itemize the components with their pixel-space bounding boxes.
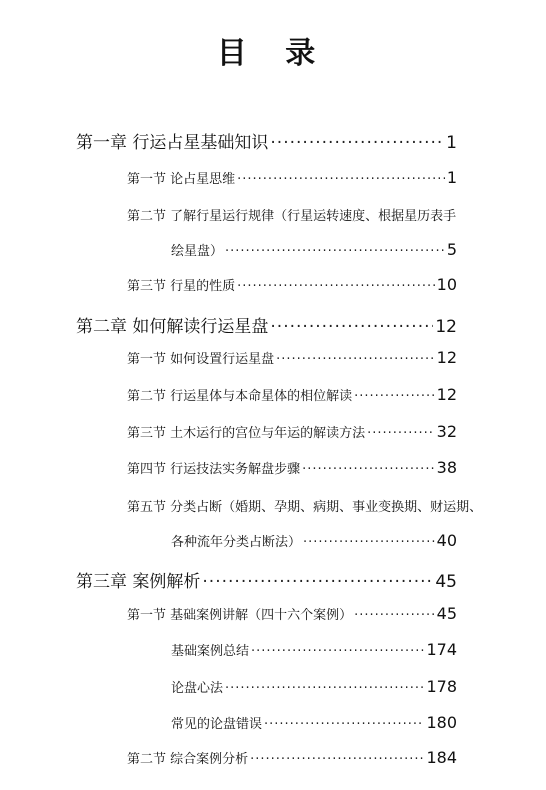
toc-entry-title: 第二节 综合案例分析 xyxy=(127,752,249,767)
toc-page-number: 38 xyxy=(436,458,457,477)
toc-section-1-3[interactable] xyxy=(127,275,457,294)
toc-page-number: 40 xyxy=(436,531,457,550)
toc-section-2-1[interactable] xyxy=(127,348,457,367)
toc-entry-title: 第二节 行运星体与本命星体的相位解读 xyxy=(127,389,353,404)
toc-page-number: 12 xyxy=(436,385,457,404)
toc-section-2-3[interactable] xyxy=(127,422,457,441)
toc-entry-title: 第一节 论占星思维 xyxy=(127,172,236,187)
dot-leader xyxy=(225,244,445,259)
toc-page-number: 174 xyxy=(426,640,457,659)
toc-subsection-basic-summary[interactable] xyxy=(171,640,457,659)
toc-page-number: 32 xyxy=(436,422,457,441)
toc-entry-title: 第三节 土木运行的宫位与年运的解读方法 xyxy=(127,426,366,441)
dot-leader xyxy=(264,717,424,732)
dot-leader xyxy=(251,644,424,659)
dot-leader xyxy=(270,317,433,337)
toc-entry-title: 第三节 行星的性质 xyxy=(127,279,236,294)
toc-section-2-5[interactable] xyxy=(171,531,457,550)
toc-entry-title: 第一节 如何设置行运星盘 xyxy=(127,352,275,367)
dot-leader xyxy=(250,752,424,767)
toc-subsection-method[interactable] xyxy=(171,677,457,696)
toc-section-2-5-line1[interactable]: 第五节 分类占断（婚期、孕期、病期、事业变换期、财运期、 xyxy=(127,500,483,515)
dot-leader xyxy=(237,279,435,294)
toc-entry-title-cont: 各种流年分类占断法） xyxy=(171,535,302,550)
dot-leader xyxy=(237,172,445,187)
toc-entry-title: 第一章 行运占星基础知识 xyxy=(76,133,269,153)
toc-entry-title: 第三章 案例解析 xyxy=(76,572,201,592)
dot-leader xyxy=(302,462,435,477)
toc-section-2-2[interactable] xyxy=(127,385,457,404)
toc-section-1-2[interactable] xyxy=(171,240,457,259)
toc-page-number: 178 xyxy=(426,677,457,696)
toc-chapter-1[interactable] xyxy=(76,128,457,153)
toc-entry-title: 第一节 基础案例讲解（四十六个案例） xyxy=(127,608,353,623)
toc-page-number: 1 xyxy=(446,133,457,153)
toc-section-3-2[interactable] xyxy=(127,748,457,767)
toc-page-number: 12 xyxy=(436,348,457,367)
page-title: 目 录 xyxy=(216,36,330,71)
toc-page-number: 180 xyxy=(426,713,457,732)
toc-entry-title-cont: 绘星盘） xyxy=(171,244,224,259)
toc-entry-title: 常见的论盘错误 xyxy=(171,717,263,732)
toc-entry-title: 论盘心法 xyxy=(171,681,224,696)
dot-leader xyxy=(354,389,435,404)
toc-page-number: 5 xyxy=(446,240,457,259)
toc-subsection-common-errors[interactable] xyxy=(171,713,457,732)
toc-entry-title: 基础案例总结 xyxy=(171,644,250,659)
toc-section-3-1[interactable] xyxy=(127,604,457,623)
toc-section-1-2-line1[interactable]: 第二节 了解行星运行规律（行星运转速度、根据星历表手 xyxy=(127,209,457,224)
toc-chapter-3[interactable] xyxy=(76,567,457,592)
dot-leader xyxy=(367,426,435,441)
toc-page-number: 45 xyxy=(435,572,457,592)
dot-leader xyxy=(354,608,435,623)
toc-chapter-2[interactable] xyxy=(76,312,457,337)
toc-section-2-4[interactable] xyxy=(127,458,457,477)
toc-page-number: 12 xyxy=(435,317,457,337)
toc-entry-title: 第四节 行运技法实务解盘步骤 xyxy=(127,462,301,477)
dot-leader xyxy=(270,133,444,153)
toc-section-1-1[interactable] xyxy=(127,168,457,187)
dot-leader xyxy=(202,572,433,592)
toc-page-number: 184 xyxy=(426,748,457,767)
dot-leader xyxy=(303,535,435,550)
dot-leader xyxy=(225,681,424,696)
dot-leader xyxy=(276,352,435,367)
toc-entry-title: 第二章 如何解读行运星盘 xyxy=(76,317,269,337)
toc-page-number: 1 xyxy=(446,168,457,187)
toc-page-number: 45 xyxy=(436,604,457,623)
toc-page-number: 10 xyxy=(436,275,457,294)
